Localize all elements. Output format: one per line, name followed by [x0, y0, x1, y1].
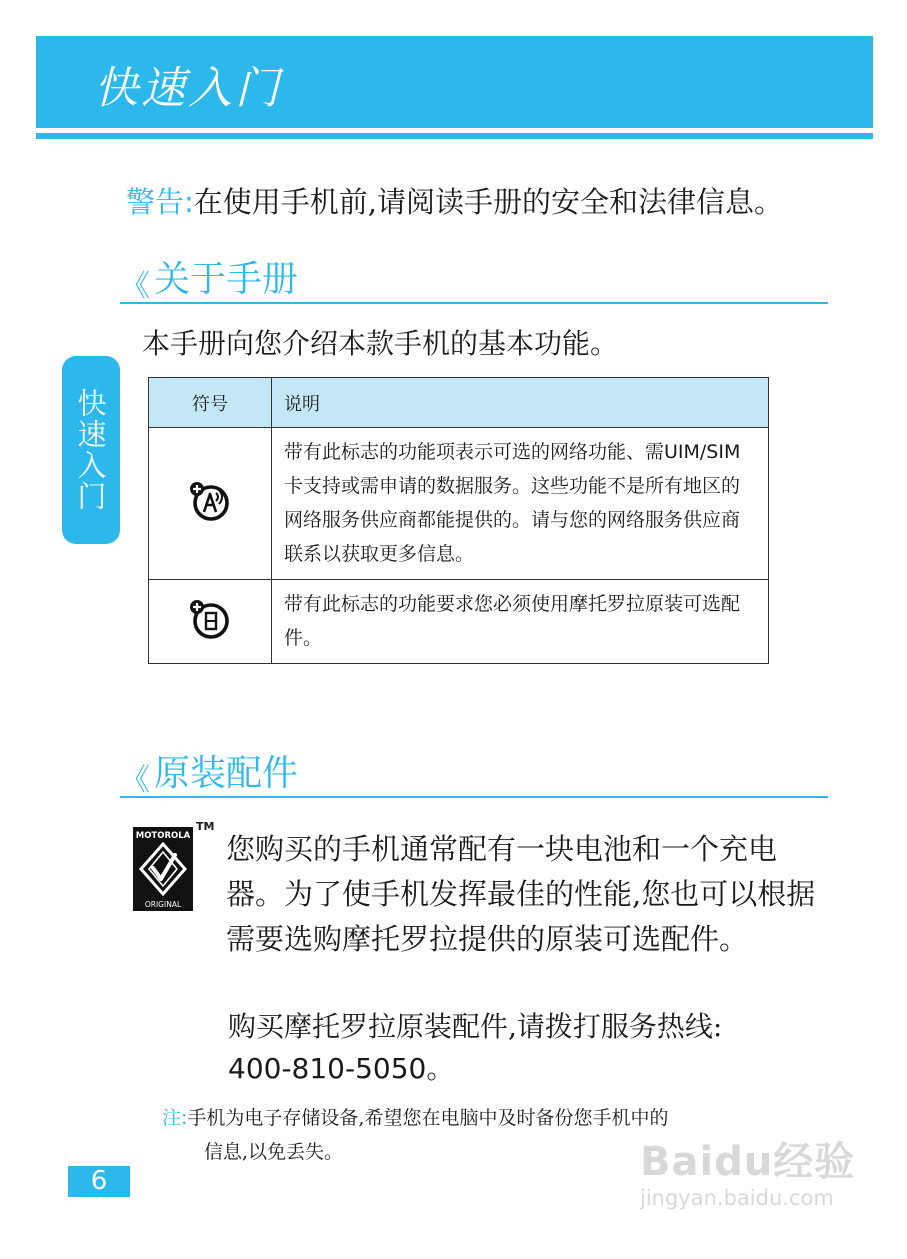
chevron-left-icon: 《: [120, 269, 150, 304]
section-heading-about: [120, 252, 828, 304]
note-line2: 信息,以免丢失。: [204, 1141, 344, 1163]
symbol-table: [148, 377, 769, 664]
watermark-url: jingyan.baidu.com: [640, 1186, 834, 1210]
header-divider: [36, 133, 873, 139]
header-bar: [36, 36, 873, 128]
accessory-feature-icon: [187, 596, 233, 642]
table-header-symbol: 符号: [149, 378, 272, 428]
warning-label: 警告:: [126, 185, 194, 219]
table-header-description: 说明: [272, 378, 769, 428]
table-cell-icon: [149, 580, 272, 664]
note-label: 注:: [162, 1107, 188, 1129]
table-header-row: [149, 378, 769, 428]
warning-text: 在使用手机前,请阅读手册的安全和法律信息。: [193, 185, 784, 219]
hotline-number: 400-810-5050: [228, 1052, 427, 1085]
hotline-paragraph: [228, 1006, 828, 1090]
table-cell-description: 带有此标志的功能要求您必须使用摩托罗拉原装可选配件。: [272, 580, 769, 664]
section-heading-accessories: [120, 746, 828, 798]
watermark: [640, 1139, 856, 1210]
hotline-end: 。: [426, 1052, 455, 1085]
note-line1: 手机为电子存储设备,希望您在电脑中及时备份您手机中的: [187, 1107, 669, 1129]
trademark-mark: TM: [196, 820, 215, 833]
logo-brand-text: MOTOROLA: [135, 831, 191, 841]
network-feature-icon: [187, 478, 233, 524]
table-cell-description: 带有此标志的功能项表示可选的网络功能、需UIM/SIM 卡支持或需申请的数据服务。这些功能不是所有地区的网络服务供应商都能提供的。请与您的网络服务供应商联系以获取更多信息。: [272, 428, 769, 580]
page-number: 6: [68, 1166, 130, 1197]
accessories-paragraph: 您购买的手机通常配有一块电池和一个充电器。为了使手机发挥最佳的性能,您也可以根据需要选购摩托罗拉提供的原装可选配件。: [226, 832, 816, 956]
about-intro: 本手册向您介绍本款手机的基本功能。: [142, 327, 619, 360]
table-row: [149, 428, 769, 580]
side-tab-label: 快速入门: [73, 388, 108, 512]
chevron-left-icon: 《: [120, 763, 150, 798]
watermark-brand: Baidu经验: [640, 1139, 856, 1185]
table-row: [149, 580, 769, 664]
side-tab: [62, 356, 120, 544]
warning-line: [126, 180, 783, 221]
section-title-accessories: 原装配件: [154, 753, 299, 794]
logo-sub-text: ORIGINAL: [144, 900, 182, 909]
page-title: 快速入门: [94, 63, 282, 114]
hotline-text: 购买摩托罗拉原装配件,请拨打服务热线:: [228, 1010, 723, 1043]
section-title-about: 关于手册: [154, 259, 299, 300]
table-cell-icon: [149, 428, 272, 580]
motorola-original-logo-icon: [133, 827, 193, 915]
